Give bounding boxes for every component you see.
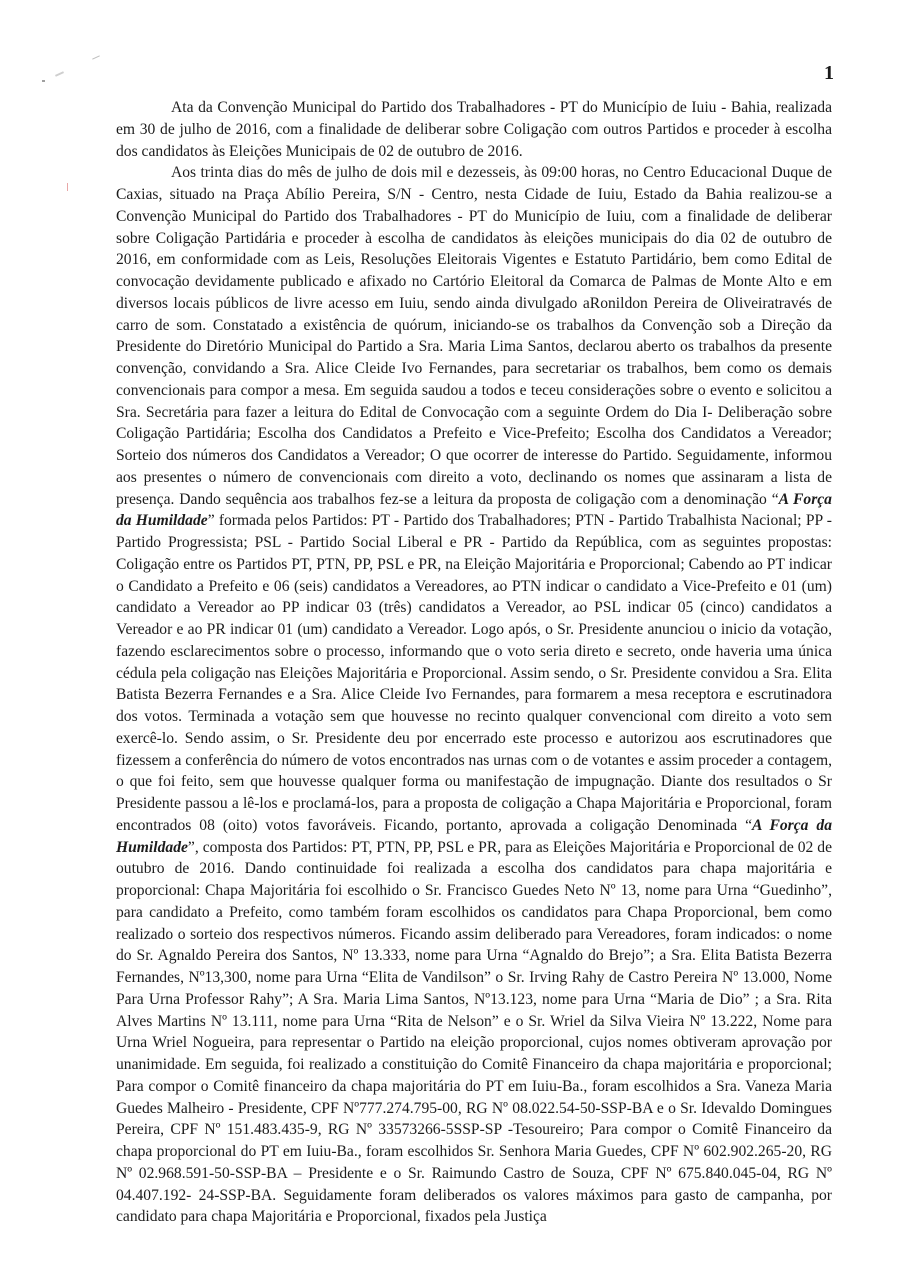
coalition-name: A Força da Humildade bbox=[116, 490, 832, 530]
page-number: 1 bbox=[824, 62, 834, 84]
minutes-body bbox=[116, 97, 832, 1228]
scan-artifact bbox=[67, 183, 68, 191]
scan-artifact bbox=[42, 80, 45, 82]
coalition-name: A Força da Humildade bbox=[116, 816, 833, 856]
paragraph-text: ”, composta dos Partidos: PT, PTN, PP, PSL e PR, para as Eleições Majoritária e Proporcional de 02 de outubro de 2016. Dando continuidade foi realizada a escolha dos candidatos para chapa majoritária e proporcional: Chapa Majoritária foi escolhido o Sr. Francisco Guedes Neto Nº 13, nome para Urna “Guedinho”, para candidato a Prefeito, como também foram escolhidos os candidatos para Chapa Proporcional, bem como realizado o sorteio dos respectivos números. Ficando assim deliberado para Vereadores, foram indicados: o nome do Sr. Agnaldo Pereira dos Santos, Nº 13.333, nome para Urna “Agnaldo do Brejo”; a Sra. Elita Batista Bezerra Fernandes, Nº13,300, nome para Urna “Elita de Vandilson” o Sr. Irving Rahy de Castro Pereira Nº 13.000, Nome Para Urna Professor Rahy”; A Sra. Maria Lima Santos, Nº13.123, nome para Urna “Maria de Dio” ; a Sra. Rita Alves Martins Nº 13.111, nome para Urna “Rita de Nelson” e o Sr. Wriel da Silva Vieira Nº 13.222, Nome para Urna Wriel Nogueira, para representar o Partido na eleição proporcional, cujos nomes obtiveram aprovação por unanimidade. Em seguida, foi realizado a constituição do Comitê Financeiro da chapa majoritária e proporcional; Para compor o Comitê financeiro da chapa majoritária do PT em Iuiu-Ba., foram escolhidos a Sra. Vaneza Maria Guedes Malheiro - Presidente, CPF Nº777.274.795-00, RG Nº 08.022.54-50-SSP-BA e o Sr. Idevaldo Domingues Pereira, CPF Nº 151.483.435-9, RG Nº 33573266-5SSP-SP -Tesoureiro; Para compor o Comitê Financeiro da chapa proporcional do PT em Iuiu-Ba., foram escolhidos Sr. Senhora Maria Guedes, CPF Nº 602.902.265-20, RG Nº 02.968.591-50-SSP-BA – Presidente e o Sr. Raimundo Castro de Souza, CPF Nº 675.840.045-04, RG Nº 04.407.192- 24-SSP-BA. Seguidamente foram deliberados os valores máximos para gasto de campanha, por candidato para chapa Majoritária e Proporcional, fixados pela Justiça bbox=[116, 838, 832, 1226]
scan-artifact bbox=[55, 71, 64, 77]
paragraph-text: ” formada pelos Partidos: PT - Partido dos Trabalhadores; PTN - Partido Trabalhista Nacional; PP - Partido Progressista; PSL - Partido Social Liberal e PR - Partido da República, com as seguintes propostas: Coligação entre os Partidos PT, PTN, PP, PSL e PR, na Eleição Majoritária e Proporcional; Cabendo ao PT indicar o Candidato a Prefeito e 06 (seis) candidatos a Vereadores, ao PTN indicar o candidato a Vice-Prefeito e 01 (um) candidato a Vereador ao PP indicar 03 (três) candidatos a Vereador, ao PSL indicar 05 (cinco) candidatos a Vereador e ao PR indicar 01 (um) candidato a Vereador. Logo após, o Sr. Presidente anunciou o inicio da votação, fazendo esclarecimentos sobre o processo, informando que o voto seria direto e secreto, onde haveria uma única cédula pela coligação nas Eleições Majoritária e Proporcional. Assim sendo, o Sr. Presidente convidou a Sra. Elita Batista Bezerra Fernandes e a Sra. Alice Cleide Ivo Fernandes, para formarem a mesa receptora e escrutinadora dos votos. Terminada a votação sem que houvesse no recinto qualquer convencional com direito a voto sem exercê-lo. Sendo assim, o Sr. Presidente deu por encerrado este processo e autorizou aos escrutinadores que fizessem a conferência do número de votos encontrados nas urnas com o de votantes e assim proceder a contagem, o que foi feito, sem que houvesse qualquer forma ou manifestação de impugnação. Diante dos resultados o Sr Presidente passou a lê-los e proclamá-los, para a proposta de coligação a Chapa Majoritária e Proporcional, foram encontrados 08 (oito) votos favoráveis. Ficando, portanto, aprovada a coligação Denominada “ bbox=[116, 512, 832, 834]
scan-artifact bbox=[92, 55, 100, 59]
minutes-main-paragraph bbox=[116, 162, 832, 1228]
paragraph-text: Aos trinta dias do mês de julho de dois mil e dezesseis, às 09:00 horas, no Centro Educacional Duque de Caxias, situado na Praça Abílio Pereira, S/N - Centro, nesta Cidade de Iuiu, Estado da Bahia realizou-se a Convenção Municipal do Partido dos Trabalhadores - PT do Município de Iuiu, com a finalidade de deliberar sobre Coligação Partidária e proceder à escolha de candidatos às eleições municipais do dia 02 de outubro de 2016, em conformidade com as Leis, Resoluções Eleitorais Vigentes e Estatuto Partidário, bem como Edital de convocação devidamente publicado e afixado no Cartório Eleitoral da Comarca de Palmas de Monte Alto e em diversos locais públicos de livre acesso em Iuiu, sendo ainda divulgado aRonildon Pereira de Oliveiratravés de carro de som. Constatado a existência de quórum, iniciando-se os trabalhos da Convenção sob a Direção da Presidente do Diretório Municipal do Partido a Sra. Maria Lima Santos, declarou aberto os trabalhos da presente convenção, convidando a Sra. Alice Cleide Ivo Fernandes, para secretariar os trabalhos, bem como os demais convencionais para compor a mesa. Em seguida saudou a todos e teceu considerações sobre o evento e solicitou a Sra. Secretária para fazer a leitura do Edital de Convocação com a seguinte Ordem do Dia I- Deliberação sobre Coligação Partidária; Escolha dos Candidatos a Prefeito e Vice-Prefeito; Escolha dos Candidatos a Vereador; Sorteio dos números dos Candidatos a Vereador; O que ocorrer de interesse do Partido. Seguidamente, informou aos presentes o número de convencionais com direito a voto, declinando os nomes que assinaram a lista de presença. Dando sequência aos trabalhos fez-se a leitura da proposta de coligação com a denominação “ bbox=[116, 164, 832, 508]
minutes-header-paragraph: Ata da Convenção Municipal do Partido dos Trabalhadores - PT do Município de Iuiu - Bahia, realizada em 30 de julho de 2016, com a finalidade de deliberar sobre Coligação com outros Partidos e proceder à escolha dos candidatos às Eleições Municipais de 02 de outubro de 2016. bbox=[116, 99, 832, 160]
